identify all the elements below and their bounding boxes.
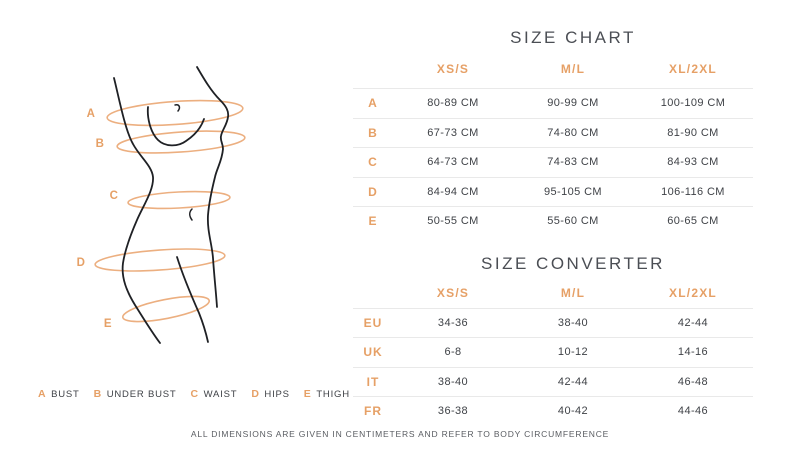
size-cell: 80-89 CM [427,97,479,110]
size-cell: 90-99 CM [547,97,599,110]
size-cell: 67-73 CM [427,126,479,139]
column-header-m-l: M/L [560,62,586,76]
size-cell: 10-12 [557,346,589,359]
legend-label: WAIST [203,389,238,400]
legend-label: HIPS [264,389,290,400]
legend-item-thigh [304,388,350,400]
table-row [353,396,753,426]
legend-letter: C [190,388,199,400]
size-cell: 50-55 CM [427,215,479,228]
size-cell: 100-109 CM [660,97,726,110]
table-row [353,147,753,177]
row-label-it: IT [366,374,380,389]
size-cell: 38-40 [557,316,589,329]
hips-ellipse [94,245,225,274]
row-label: B [368,125,378,140]
column-header-xs-s: XS/S [436,62,470,76]
diagram-label-d: D [76,257,86,269]
measurement-legend [38,388,350,400]
size-cell: 55-60 CM [547,215,599,228]
diagram-label-e: E [103,318,113,330]
body-measurement-diagram [0,0,340,400]
size-cell: 36-38 [437,405,469,418]
legend-letter: E [303,388,312,400]
size-converter-title: SIZE CONVERTER [481,253,665,273]
size-converter-section [353,244,753,426]
column-header-xl-2xl: XL/2XL [669,285,717,300]
size-cell: 81-90 CM [667,126,719,139]
size-cell: 84-93 CM [667,156,719,169]
size-chart-section [353,18,753,236]
legend-label: UNDER BUST [106,389,177,400]
table-row [353,308,753,338]
body-back-outline [114,78,160,343]
size-cell: 74-80 CM [547,126,599,139]
size-cell: 74-83 CM [547,156,599,169]
bust-ellipse [106,97,243,129]
table-row [353,206,753,236]
size-cell: 6-8 [444,346,462,359]
legend-item-hips [251,388,289,400]
size-cell: 60-65 CM [667,215,719,228]
column-header-m-l: M/L [560,285,586,300]
diagram-label-b: B [95,138,105,150]
size-cell: 42-44 [557,375,589,388]
legend-label: BUST [51,389,80,400]
size-converter-column-headers [353,282,753,308]
table-row [353,367,753,397]
size-cell: 64-73 CM [427,156,479,169]
row-label: C [368,155,378,170]
size-cell: 95-105 CM [543,185,602,198]
legend-letter: D [251,388,260,400]
size-cell: 106-116 CM [661,185,725,198]
size-chart-column-headers [353,56,753,88]
size-cell: 44-46 [677,405,709,418]
table-row [353,177,753,207]
column-header-xl-2xl: XL/2XL [669,62,717,76]
size-cell: 40-42 [557,405,589,418]
table-row [353,88,753,118]
size-chart-title: SIZE CHART [510,28,636,47]
legend-label: THIGH [316,389,350,400]
diagram-label-a: A [86,108,96,120]
legend-item-bust [38,388,80,400]
size-cell: 84-94 CM [427,185,479,198]
row-label-fr: FR [364,404,382,419]
breast-curve [148,107,204,145]
row-label: E [368,214,378,229]
size-tables [353,18,753,426]
size-cell: 46-48 [677,375,709,388]
table-row [353,337,753,367]
thigh-line [177,257,208,342]
column-header-xs-s: XS/S [436,285,470,300]
row-label-eu: EU [363,315,383,330]
size-cell: 34-36 [437,316,469,329]
size-cell: 38-40 [437,375,469,388]
diagram-label-c: C [109,190,119,202]
row-label: D [368,184,378,199]
row-label: A [368,96,378,111]
row-label-uk: UK [363,345,383,360]
nipple-mark [175,105,179,111]
legend-item-under-bust [94,388,177,400]
legend-letter: A [38,388,47,400]
size-cell: 14-16 [677,346,709,359]
legend-item-waist [191,388,238,400]
size-cell: 42-44 [677,316,709,329]
dimensions-note: ALL DIMENSIONS ARE GIVEN IN CENTIMETERS AND REFER TO BODY CIRCUMFERENCE [190,429,610,439]
body-front-outline [197,67,228,307]
underbust-ellipse [116,128,245,157]
navel-mark [190,209,192,220]
legend-letter: B [93,388,102,400]
table-row [353,118,753,148]
